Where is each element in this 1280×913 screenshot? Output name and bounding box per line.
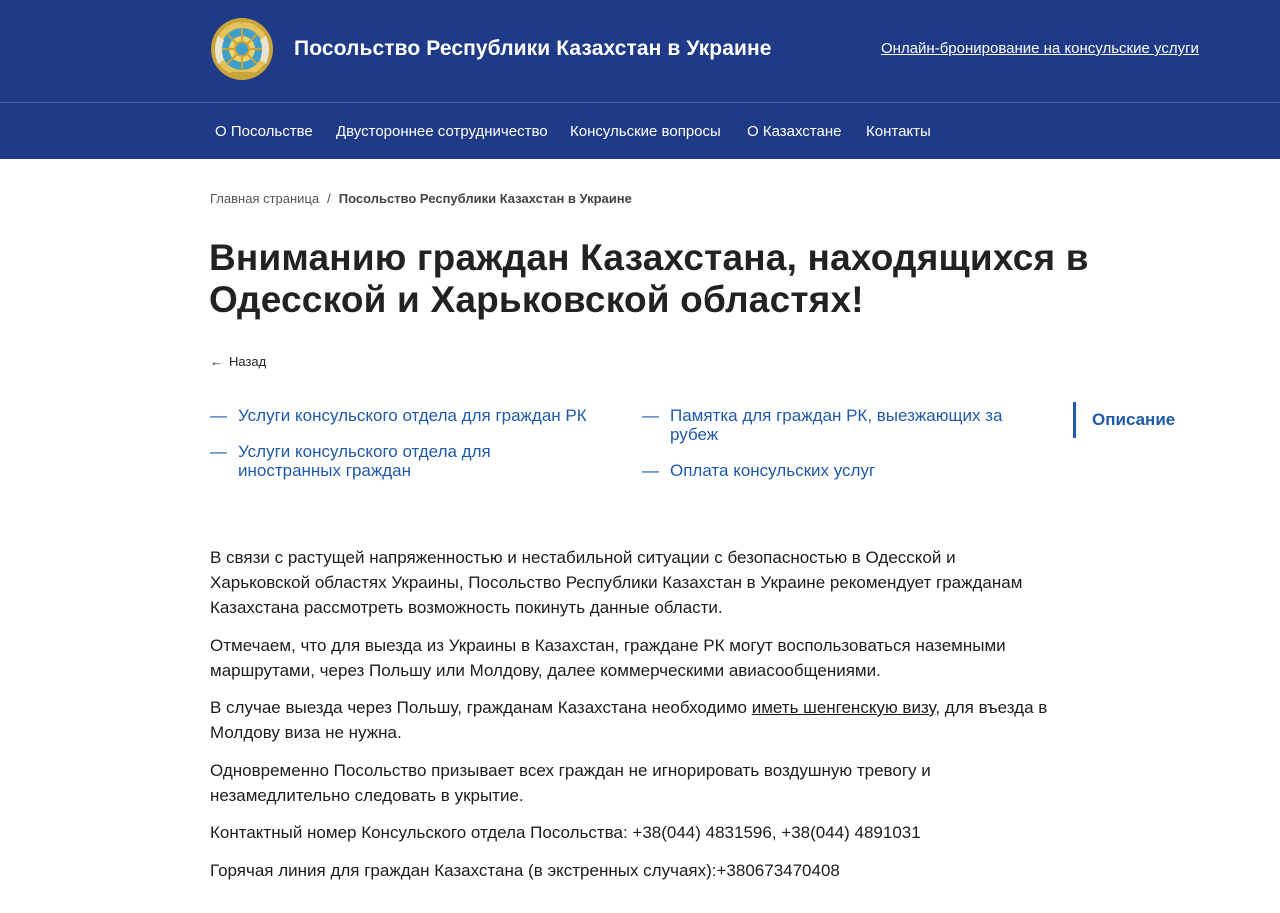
site-title[interactable]: Посольство Республики Казахстан в Украине (294, 37, 772, 60)
related-link-item[interactable] (210, 442, 520, 480)
nav-item-bilateral-cooperation[interactable]: Двустороннее сотрудничество (336, 123, 548, 140)
related-link-text[interactable]: Услуги консульского отдела для граждан РК (238, 406, 587, 425)
aside-description-link[interactable]: Описание (1092, 410, 1176, 429)
schengen-visa-link[interactable]: иметь шенгенскую визу (751, 698, 936, 717)
header-top (0, 0, 1280, 103)
nav-item-consular-issues[interactable]: Консульские вопросы (570, 123, 721, 140)
back-link[interactable] (210, 354, 266, 369)
nav-item-contacts[interactable]: Контакты (866, 123, 931, 140)
paragraph-text: , для въезда в Молдову виза не нужна. (210, 698, 1048, 742)
paragraph: В связи с растущей напряженностью и нестабильной ситуации с безопасностью в Одесской и Харьковской областях Украины, Посольство Республики Казахстан в Украине рекомендует гражданам Казахстана рассмотреть возможность покинуть данные области. (210, 548, 1023, 617)
nav-item-about-embassy[interactable]: О Посольстве (215, 123, 313, 140)
page-title: Вниманию граждан Казахстана, находящихся в Одесской и Харьковской областях! (209, 237, 1089, 320)
main-nav (0, 103, 1280, 159)
related-link-item[interactable] (210, 406, 610, 425)
online-booking-link[interactable]: Онлайн-бронирование на консульские услуги (881, 40, 1199, 57)
nav-item-about-kazakhstan[interactable]: О Казахстане (747, 123, 842, 140)
breadcrumb-separator: / (327, 191, 331, 206)
related-link-text[interactable]: Услуги консульского отдела для иностранных граждан (238, 442, 491, 480)
dash-icon: — (210, 442, 227, 461)
site-header (0, 0, 1280, 159)
arrow-left-icon: ← (210, 354, 223, 369)
related-link-item[interactable] (642, 461, 1017, 480)
breadcrumb-current: Посольство Республики Казахстан в Украине (338, 191, 632, 206)
paragraph: Одновременно Посольство призывает всех граждан не игнорировать воздушную тревогу и незамедлительно следовать в укрытие. (210, 760, 931, 805)
kazakhstan-emblem-icon[interactable] (210, 16, 274, 82)
dash-icon: — (642, 406, 659, 425)
breadcrumb-home[interactable]: Главная страница (210, 191, 320, 206)
paragraph-text: В случае выезда через Польшу, гражданам Казахстана необходимо (210, 698, 752, 717)
dash-icon: — (210, 406, 227, 425)
related-link-text[interactable]: Оплата консульских услуг (670, 461, 876, 480)
paragraph: Отмечаем, что для выезда из Украины в Казахстан, граждане РК могут воспользоваться наземными маршрутами, через Польшу или Молдову, далее коммерческими авиасообщениями. (210, 635, 1006, 680)
paragraph (210, 695, 1050, 745)
breadcrumb (210, 191, 632, 206)
paragraph: Контактный номер Консульского отдела Посольства: +38(044) 4831596, +38(044) 4891031 (210, 823, 921, 842)
related-link-text[interactable]: Памятка для граждан РК, выезжающих за рубеж (670, 406, 1003, 444)
back-label: Назад (229, 354, 267, 369)
related-link-item[interactable] (642, 406, 1017, 444)
article-body (210, 545, 1050, 895)
paragraph: Горячая линия для граждан Казахстана (в экстренных случаях):+380673470408 (210, 860, 840, 880)
dash-icon: — (642, 461, 659, 480)
aside-nav (1073, 402, 1175, 438)
